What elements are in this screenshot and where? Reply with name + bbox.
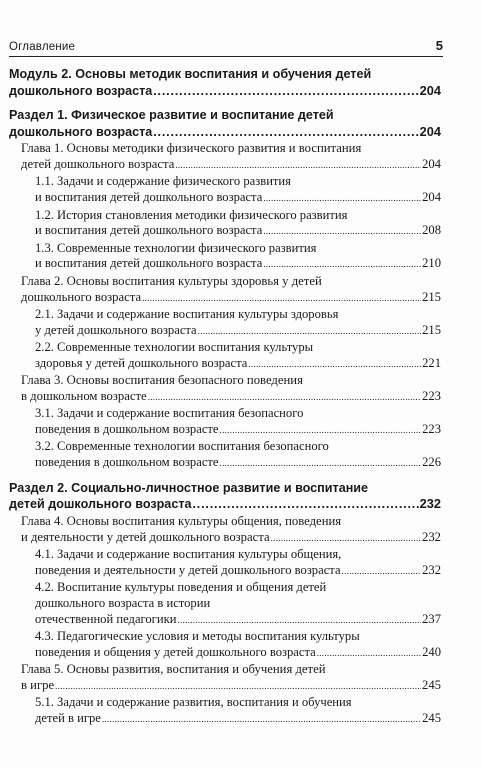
toc-entry-title-cont: детей в игре bbox=[35, 711, 101, 726]
toc-page-number: 240 bbox=[422, 644, 441, 659]
dot-leader bbox=[220, 422, 422, 439]
dot-leader bbox=[142, 290, 421, 307]
toc-chapter-1 bbox=[9, 141, 441, 174]
toc-entry-title: 4.3. Педагогические условия и методы воспитания культуры bbox=[35, 629, 360, 644]
toc-section-1-3 bbox=[9, 241, 441, 274]
toc-page-number: 223 bbox=[421, 388, 441, 403]
toc-entry-title-cont: дошкольного возраста bbox=[9, 83, 153, 98]
toc-entry-title-cont: и воспитания детей дошкольного возраста bbox=[35, 256, 263, 271]
toc-section-1-1 bbox=[9, 174, 441, 207]
toc-entry-title-cont: у детей дошкольного возраста bbox=[35, 322, 197, 337]
toc-entry-title-cont: здоровья у детей дошкольного возраста bbox=[35, 355, 248, 370]
dot-leader bbox=[220, 455, 422, 472]
toc-page-number: 232 bbox=[421, 529, 441, 544]
toc-chapter-2 bbox=[9, 274, 441, 307]
toc-page-number: 223 bbox=[422, 421, 441, 436]
toc-chapter-5 bbox=[9, 662, 441, 695]
toc-page-number: 226 bbox=[422, 455, 441, 470]
toc-section-1-2 bbox=[9, 208, 441, 241]
toc-entry-title-cont: дошкольного возраста bbox=[9, 124, 153, 139]
toc-module-2 bbox=[9, 66, 441, 99]
toc-section-2-2 bbox=[9, 340, 441, 373]
toc-page-number: 208 bbox=[422, 223, 441, 238]
toc-section-4-3 bbox=[9, 629, 441, 662]
toc-entry-title-cont: поведения в дошкольном возрасте bbox=[35, 421, 219, 436]
header-title: Оглавление bbox=[9, 41, 76, 53]
toc-entry-title: Глава 1. Основы методики физического развития и воспитания bbox=[21, 141, 362, 156]
dot-leader bbox=[248, 356, 421, 373]
toc-section-2-1 bbox=[9, 307, 441, 340]
toc-entry-title: Глава 4. Основы воспитания культуры общения, поведения bbox=[21, 514, 342, 528]
dot-leader bbox=[317, 645, 421, 662]
table-of-contents bbox=[9, 66, 441, 728]
toc-entry-title-cont: в игре bbox=[21, 677, 55, 692]
toc-entry-title: Глава 2. Основы воспитания культуры здоровья у детей bbox=[21, 273, 322, 288]
toc-entry-title: 1.2. История становления методики физического развития bbox=[35, 207, 348, 222]
toc-entry-title-cont: детей дошкольного возраста bbox=[21, 157, 175, 172]
toc-entry-title: 3.1. Задачи и содержание воспитания безопасного bbox=[35, 406, 304, 421]
running-header bbox=[9, 36, 443, 57]
toc-page-number: 204 bbox=[419, 82, 441, 98]
toc-entry-title: 4.2. Воспитание культуры поведения и общения детей bbox=[35, 580, 327, 595]
toc-entry-title-cont: и воспитания детей дошкольного возраста bbox=[35, 223, 263, 238]
toc-section-3-1 bbox=[9, 406, 441, 439]
toc-entry-title: 2.1. Задачи и содержание воспитания культуры здоровья bbox=[35, 306, 339, 321]
toc-entry-title-cont: и деятельности у детей дошкольного возраста bbox=[21, 529, 270, 544]
toc-entry-title-cont: поведения и общения у детей дошкольного возраста bbox=[35, 644, 316, 659]
toc-page-number: 232 bbox=[422, 562, 441, 577]
toc-entry-title: Глава 3. Основы воспитания безопасного поведения bbox=[21, 373, 303, 388]
dot-leader bbox=[263, 256, 421, 273]
dot-leader bbox=[148, 389, 421, 406]
toc-entry-title: 3.2. Современные технологии воспитания безопасного bbox=[35, 439, 329, 454]
toc-entry-title-cont: поведения в дошкольном возрасте bbox=[35, 455, 219, 470]
toc-entry-title-cont: в дошкольном возрасте bbox=[21, 388, 147, 403]
dot-leader bbox=[263, 190, 421, 207]
dot-leader bbox=[153, 83, 418, 100]
toc-entry-title: Раздел 2. Социально-личностное развитие и воспитание bbox=[9, 480, 369, 495]
dot-leader bbox=[55, 678, 421, 695]
toc-page-number: 245 bbox=[421, 677, 441, 692]
toc-entry-title-cont: поведения и деятельности у детей дошкольного возраста bbox=[35, 562, 341, 577]
toc-chapter-4 bbox=[9, 514, 441, 547]
toc-page-number: 210 bbox=[422, 256, 441, 271]
dot-leader bbox=[153, 124, 418, 141]
toc-entry-title-middle: дошкольного возраста в истории bbox=[35, 595, 211, 610]
toc-section-3-2 bbox=[9, 439, 441, 472]
toc-entry-title: 5.1. Задачи и содержание развития, воспитания и обучения bbox=[35, 695, 352, 710]
toc-entry-title-cont: и воспитания детей дошкольного возраста bbox=[35, 190, 263, 205]
toc-part-1 bbox=[9, 107, 441, 140]
toc-entry-title: 1.1. Задачи и содержание физического развития bbox=[35, 174, 291, 189]
toc-entry-title: Раздел 1. Физическое развитие и воспитание детей bbox=[9, 108, 334, 123]
toc-page-number: 237 bbox=[422, 611, 441, 626]
toc-page-number: 204 bbox=[422, 190, 441, 205]
toc-entry-title-cont: детей дошкольного возраста bbox=[9, 497, 192, 512]
toc-page-number: 221 bbox=[422, 355, 441, 370]
dot-leader bbox=[271, 530, 421, 547]
toc-page-number: 204 bbox=[419, 123, 441, 139]
dot-leader bbox=[102, 711, 421, 728]
toc-entry-title: 4.1. Задачи и содержание воспитания культуры общения, bbox=[35, 547, 342, 562]
toc-entry-title: 1.3. Современные технологии физического развития bbox=[35, 240, 317, 255]
toc-section-4-1 bbox=[9, 547, 441, 580]
toc-page-number: 232 bbox=[419, 496, 441, 512]
toc-chapter-3 bbox=[9, 373, 441, 406]
toc-entry-title: Глава 5. Основы развития, воспитания и обучения детей bbox=[21, 662, 326, 677]
toc-entry-title: Модуль 2. Основы методик воспитания и обучения детей bbox=[9, 67, 372, 81]
toc-part-2 bbox=[9, 480, 441, 513]
toc-entry-title-cont: отечественной педагогики bbox=[35, 611, 177, 626]
toc-section-4-2 bbox=[9, 580, 441, 628]
toc-page-number: 215 bbox=[422, 322, 441, 337]
toc-page-number: 215 bbox=[421, 289, 441, 304]
dot-leader bbox=[193, 496, 419, 513]
dot-leader bbox=[175, 157, 421, 174]
toc-page-number: 245 bbox=[422, 711, 441, 726]
toc-section-5-1 bbox=[9, 695, 441, 728]
dot-leader bbox=[342, 563, 422, 580]
header-page-number: 5 bbox=[435, 38, 443, 53]
toc-page-number: 204 bbox=[421, 157, 441, 172]
toc-entry-title-cont: дошкольного возраста bbox=[21, 289, 142, 304]
dot-leader bbox=[263, 223, 421, 240]
dot-leader bbox=[198, 323, 421, 340]
dot-leader bbox=[177, 612, 421, 629]
toc-entry-title: 2.2. Современные технологии воспитания культуры bbox=[35, 339, 314, 354]
